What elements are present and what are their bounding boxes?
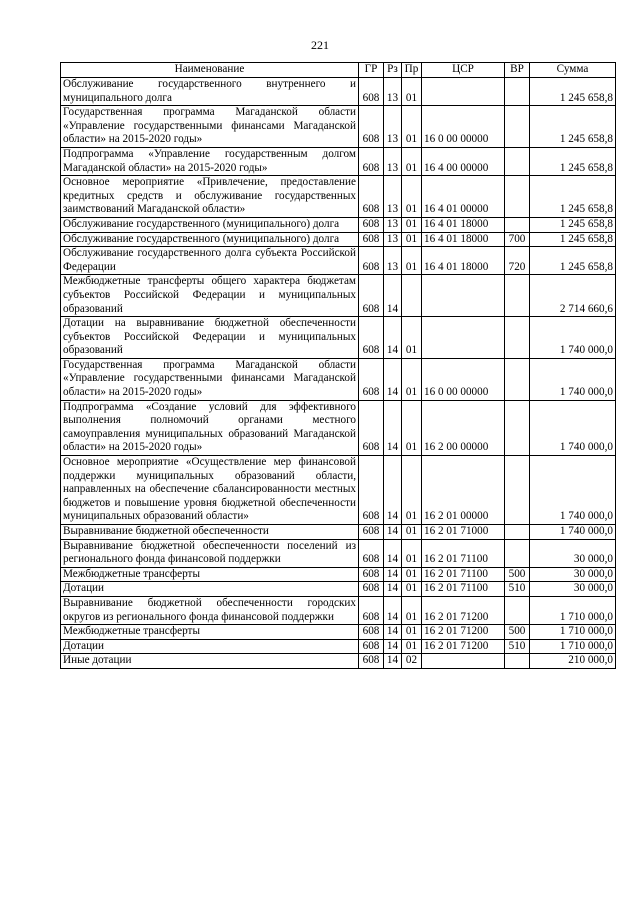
cell-gr: 608 xyxy=(359,567,384,582)
cell-sum: 30 000,0 xyxy=(530,539,616,567)
cell-vr: 500 xyxy=(505,625,530,640)
cell-pr: 01 xyxy=(402,176,422,218)
cell-name: Обслуживание государственного внутреннего и муниципального долга xyxy=(61,78,359,106)
cell-rz: 13 xyxy=(384,78,402,106)
cell-gr: 608 xyxy=(359,625,384,640)
cell-csr: 16 2 01 71200 xyxy=(422,596,505,624)
cell-vr xyxy=(505,275,530,317)
cell-pr: 01 xyxy=(402,78,422,106)
cell-name: Обслуживание государственного долга субъекта Российской Федерации xyxy=(61,247,359,275)
cell-pr: 01 xyxy=(402,582,422,597)
cell-name: Подпрограмма «Создание условий для эффективного выполнения полномочий органами местного самоуправления муниципальных образований Магаданской области» на 2015-2020 годы» xyxy=(61,400,359,455)
header-rz: Рз xyxy=(384,63,402,78)
cell-vr xyxy=(505,78,530,106)
cell-sum: 1 245 658,8 xyxy=(530,78,616,106)
cell-gr: 608 xyxy=(359,217,384,232)
cell-pr: 01 xyxy=(402,106,422,148)
table-row xyxy=(61,147,616,175)
cell-csr xyxy=(422,78,505,106)
cell-pr: 01 xyxy=(402,525,422,540)
cell-csr xyxy=(422,654,505,669)
cell-vr xyxy=(505,596,530,624)
table-row xyxy=(61,176,616,218)
cell-sum: 1 245 658,8 xyxy=(530,106,616,148)
cell-name: Обслуживание государственного (муниципального) долга xyxy=(61,232,359,247)
cell-vr xyxy=(505,217,530,232)
cell-sum: 1 710 000,0 xyxy=(530,639,616,654)
header-vr: ВР xyxy=(505,63,530,78)
cell-csr: 16 2 00 00000 xyxy=(422,400,505,455)
cell-vr xyxy=(505,456,530,525)
table-row xyxy=(61,596,616,624)
cell-csr: 16 2 01 71100 xyxy=(422,567,505,582)
cell-csr: 16 2 01 71200 xyxy=(422,625,505,640)
cell-gr: 608 xyxy=(359,525,384,540)
table-row xyxy=(61,232,616,247)
cell-gr: 608 xyxy=(359,654,384,669)
cell-gr: 608 xyxy=(359,539,384,567)
table-row xyxy=(61,217,616,232)
cell-rz: 13 xyxy=(384,217,402,232)
cell-rz: 14 xyxy=(384,654,402,669)
cell-rz: 14 xyxy=(384,639,402,654)
cell-name: Межбюджетные трансферты xyxy=(61,625,359,640)
table-row xyxy=(61,275,616,317)
cell-pr: 01 xyxy=(402,358,422,400)
table-row xyxy=(61,539,616,567)
cell-name: Подпрограмма «Управление государственным долгом Магаданской области» на 2015-2020 годы» xyxy=(61,147,359,175)
cell-pr xyxy=(402,275,422,317)
cell-vr xyxy=(505,106,530,148)
cell-pr: 01 xyxy=(402,247,422,275)
cell-pr: 01 xyxy=(402,456,422,525)
cell-csr: 16 0 00 00000 xyxy=(422,106,505,148)
cell-name: Дотации xyxy=(61,639,359,654)
table-row xyxy=(61,625,616,640)
cell-vr: 500 xyxy=(505,567,530,582)
cell-csr: 16 2 01 71100 xyxy=(422,582,505,597)
cell-sum: 1 740 000,0 xyxy=(530,456,616,525)
cell-name: Государственная программа Магаданской области «Управление государственными финансами Магаданской области» на 2015-2020 годы» xyxy=(61,358,359,400)
cell-rz: 14 xyxy=(384,275,402,317)
cell-name: Дотации на выравнивание бюджетной обеспеченности субъектов Российской Федерации и муниципальных образований xyxy=(61,317,359,359)
cell-pr: 01 xyxy=(402,639,422,654)
cell-rz: 14 xyxy=(384,582,402,597)
cell-name: Выравнивание бюджетной обеспеченности xyxy=(61,525,359,540)
cell-pr: 01 xyxy=(402,625,422,640)
cell-rz: 14 xyxy=(384,525,402,540)
header-sum: Сумма xyxy=(530,63,616,78)
cell-pr: 01 xyxy=(402,232,422,247)
cell-rz: 13 xyxy=(384,176,402,218)
cell-vr xyxy=(505,539,530,567)
cell-rz: 14 xyxy=(384,400,402,455)
cell-gr: 608 xyxy=(359,78,384,106)
cell-gr: 608 xyxy=(359,456,384,525)
cell-gr: 608 xyxy=(359,582,384,597)
cell-sum: 1 740 000,0 xyxy=(530,358,616,400)
cell-pr: 02 xyxy=(402,654,422,669)
cell-rz: 14 xyxy=(384,625,402,640)
cell-pr: 01 xyxy=(402,400,422,455)
cell-sum: 1 710 000,0 xyxy=(530,596,616,624)
cell-name: Основное мероприятие «Привлечение, предоставление кредитных средств и обслуживание государственных заимствований Магаданской области» xyxy=(61,176,359,218)
cell-name: Выравнивание бюджетной обеспеченности городских округов из регионального фонда финансовой поддержки xyxy=(61,596,359,624)
cell-sum: 1 740 000,0 xyxy=(530,525,616,540)
page-number: 221 xyxy=(311,38,329,52)
cell-csr xyxy=(422,275,505,317)
table-row xyxy=(61,456,616,525)
cell-rz: 14 xyxy=(384,456,402,525)
cell-gr: 608 xyxy=(359,639,384,654)
cell-csr: 16 4 01 18000 xyxy=(422,232,505,247)
header-csr: ЦСР xyxy=(422,63,505,78)
cell-sum: 1 245 658,8 xyxy=(530,232,616,247)
cell-vr xyxy=(505,654,530,669)
cell-name: Обслуживание государственного (муниципального) долга xyxy=(61,217,359,232)
cell-gr: 608 xyxy=(359,232,384,247)
cell-vr xyxy=(505,176,530,218)
cell-pr: 01 xyxy=(402,217,422,232)
cell-csr: 16 2 01 71200 xyxy=(422,639,505,654)
table-row xyxy=(61,358,616,400)
table-header-row xyxy=(61,63,616,78)
cell-gr: 608 xyxy=(359,147,384,175)
cell-gr: 608 xyxy=(359,106,384,148)
cell-vr: 510 xyxy=(505,582,530,597)
cell-pr: 01 xyxy=(402,596,422,624)
cell-csr: 16 2 01 71000 xyxy=(422,525,505,540)
cell-sum: 1 245 658,8 xyxy=(530,217,616,232)
table-row xyxy=(61,78,616,106)
cell-rz: 14 xyxy=(384,539,402,567)
cell-pr: 01 xyxy=(402,567,422,582)
cell-sum: 1 245 658,8 xyxy=(530,176,616,218)
cell-csr: 16 4 01 00000 xyxy=(422,176,505,218)
cell-rz: 13 xyxy=(384,106,402,148)
cell-gr: 608 xyxy=(359,358,384,400)
cell-name: Дотации xyxy=(61,582,359,597)
table-row xyxy=(61,247,616,275)
table-row xyxy=(61,567,616,582)
cell-gr: 608 xyxy=(359,247,384,275)
cell-csr xyxy=(422,317,505,359)
cell-gr: 608 xyxy=(359,176,384,218)
table-row xyxy=(61,106,616,148)
header-name: Наименование xyxy=(61,63,359,78)
cell-gr: 608 xyxy=(359,275,384,317)
cell-rz: 14 xyxy=(384,358,402,400)
cell-sum: 210 000,0 xyxy=(530,654,616,669)
header-pr: Пр xyxy=(402,63,422,78)
table-row xyxy=(61,317,616,359)
header-gr: ГР xyxy=(359,63,384,78)
cell-csr: 16 4 01 18000 xyxy=(422,217,505,232)
cell-pr: 01 xyxy=(402,317,422,359)
cell-csr: 16 2 01 71100 xyxy=(422,539,505,567)
cell-vr xyxy=(505,147,530,175)
cell-sum: 1 740 000,0 xyxy=(530,317,616,359)
cell-name: Межбюджетные трансферты общего характера бюджетам субъектов Российской Федерации и муниципальных образований xyxy=(61,275,359,317)
cell-gr: 608 xyxy=(359,596,384,624)
cell-vr: 720 xyxy=(505,247,530,275)
cell-rz: 13 xyxy=(384,232,402,247)
cell-csr: 16 2 01 00000 xyxy=(422,456,505,525)
cell-rz: 13 xyxy=(384,147,402,175)
cell-vr xyxy=(505,525,530,540)
cell-gr: 608 xyxy=(359,317,384,359)
cell-sum: 2 714 660,6 xyxy=(530,275,616,317)
cell-vr xyxy=(505,317,530,359)
cell-sum: 1 245 658,8 xyxy=(530,147,616,175)
cell-sum: 30 000,0 xyxy=(530,582,616,597)
cell-rz: 13 xyxy=(384,247,402,275)
cell-sum: 1 245 658,8 xyxy=(530,247,616,275)
cell-name: Иные дотации xyxy=(61,654,359,669)
table-body xyxy=(61,78,616,669)
cell-vr: 510 xyxy=(505,639,530,654)
cell-name: Межбюджетные трансферты xyxy=(61,567,359,582)
cell-name: Государственная программа Магаданской области «Управление государственными финансами Магаданской области» на 2015-2020 годы» xyxy=(61,106,359,148)
cell-rz: 14 xyxy=(384,596,402,624)
cell-sum: 1 740 000,0 xyxy=(530,400,616,455)
cell-rz: 14 xyxy=(384,567,402,582)
cell-vr xyxy=(505,400,530,455)
table-row xyxy=(61,639,616,654)
table-row xyxy=(61,525,616,540)
cell-vr xyxy=(505,358,530,400)
cell-sum: 30 000,0 xyxy=(530,567,616,582)
cell-csr: 16 0 00 00000 xyxy=(422,358,505,400)
budget-table xyxy=(60,62,616,669)
cell-rz: 14 xyxy=(384,317,402,359)
table-row xyxy=(61,400,616,455)
table-row xyxy=(61,654,616,669)
cell-sum: 1 710 000,0 xyxy=(530,625,616,640)
cell-name: Выравнивание бюджетной обеспеченности поселений из регионального фонда финансовой поддержки xyxy=(61,539,359,567)
cell-pr: 01 xyxy=(402,147,422,175)
cell-vr: 700 xyxy=(505,232,530,247)
cell-pr: 01 xyxy=(402,539,422,567)
cell-gr: 608 xyxy=(359,400,384,455)
cell-name: Основное мероприятие «Осуществление мер финансовой поддержки муниципальных образований области, направленных на обеспечение сбалансированности местных бюджетов и повышение уровня бюджетной обеспеченности муниципальных образований области» xyxy=(61,456,359,525)
cell-csr: 16 4 01 18000 xyxy=(422,247,505,275)
table-row xyxy=(61,582,616,597)
cell-csr: 16 4 00 00000 xyxy=(422,147,505,175)
